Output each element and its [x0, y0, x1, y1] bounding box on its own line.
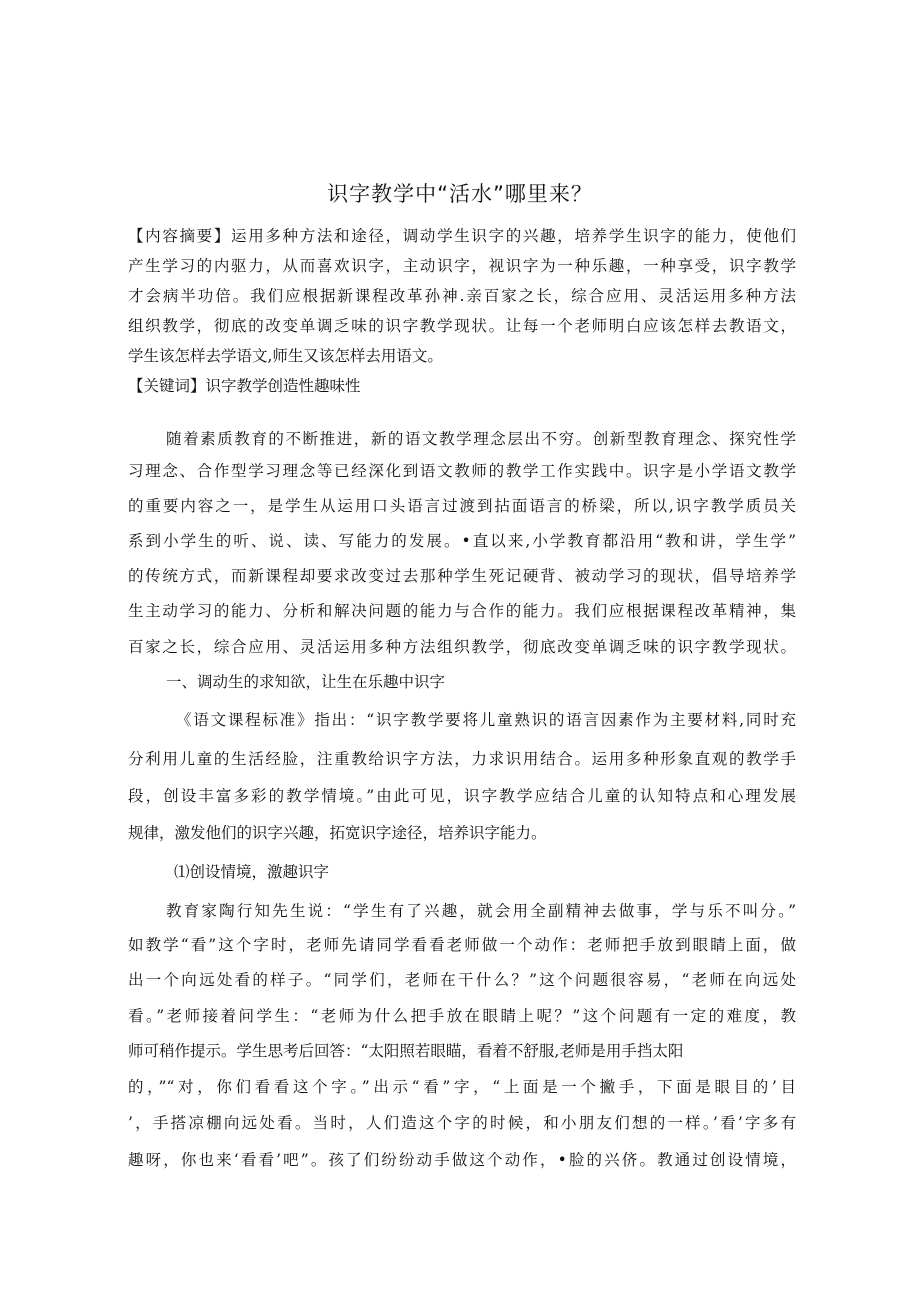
body-line: ’，手搭凉棚向远处看。当时，人们造这个字的时候，和小朋友们想的一样。’看’字多有 — [128, 1114, 796, 1132]
body-line: 随着素质教育的不断推进，新的语文教学理念层出不穷。创新型教育理念、探究性学 — [166, 430, 796, 448]
body-line: 系到小学生的听、说、读、写能力的发展。•直以来,小学教育都沿用“教和讲，学生学” — [128, 532, 796, 550]
subsection-heading: ⑴创设情境，激趣识字 — [174, 863, 330, 881]
abstract-line: 产生学习的内驱力，从而喜欢识字，主动识字，视识字为一种乐趣，一种享受，识字教学 — [128, 257, 796, 275]
document-title: 识字教学中“活水”哪里来？ — [327, 182, 593, 206]
body-line: 教育家陶行知先生说：“学生有了兴趣，就会用全副精神去做事，学与乐不叫分。” — [166, 902, 796, 920]
body-line: 出一个向远处看的样子。“同学们，老师在干什么？”这个问题很容易，“老师在向远处 — [128, 971, 796, 989]
body-line: 趣呀，你也来‘看看’吧”。孩了们纷纷动手做这个动作，•脸的兴侪。教通过创设情境， — [128, 1151, 796, 1169]
body-line: 生主动学习的能力、分析和解决问题的能力与合作的能力。我们应根据课程改革精神，集 — [128, 602, 796, 620]
body-line: 的，”“对，你们看看这个字。”出示“看”字，“上面是一个撇手，下面是眼目的’目 — [128, 1078, 796, 1096]
body-line: 习理念、合作型学习理念等已经深化到语文教师的教学工作实践中。识字是小学语文教学 — [128, 462, 796, 480]
body-line: 规律，激发他们的识字兴趣，拓宽识字途径，培养识字能力。 — [128, 824, 547, 842]
body-line: 师可稍作提示。学生思考后回答：“太阳照若眼瞄，看着不舒服,老师是用手挡太阳 — [128, 1042, 684, 1060]
body-line: 的重要内容之一，是学生从运用口头语言过渡到拈面语言的桥梁，所以,识字教学质员关 — [128, 497, 796, 515]
body-line: 看。”老师接着问学生：“老师为什么把手放在眼睛上呢？”这个问题有一定的难度，教 — [128, 1007, 796, 1025]
abstract-line: 【内容摘要】运用多种方法和途径，调动学生识字的兴趣，培养学生识字的能力，使他们 — [128, 227, 796, 245]
abstract-line: 学生该怎样去学语文,师生又该怎样去用语文。 — [128, 347, 443, 365]
body-line: 如教学“看”这个字时，老师先请同学看看老师做一个动作：老师把手放到眼睛上面，做 — [128, 936, 796, 954]
abstract-line: 组织教学，彻底的改变单调乏味的识字教学现状。让每一个老师明白应该怎样去教语文， — [128, 317, 796, 335]
keywords-line: 【关键词】识字教学创造性趣味性 — [128, 377, 361, 395]
section-heading: 一、调动生的求知欲，让生在乐趣中识字 — [166, 673, 446, 691]
body-line: 百家之长，综合应用、灵活运用多种方法组织教学，彻底改变单调乏味的识字教学现状。 — [128, 638, 796, 656]
body-line: 段，创设丰富多彩的教学情境。”由此可见，识字教学应结合儿童的认知特点和心理发展 — [128, 787, 796, 805]
abstract-line: 才会病半功倍。我们应根据新课程改革孙神.亲百家之长，综合应用、灵活运用多种方法 — [128, 287, 796, 305]
body-line: 《语文课程标准》指出：“识字教学要将儿童熟识的语言因素作为主要材料,同时充 — [176, 711, 796, 729]
body-line: 分利用儿童的生活经脸，注重教给识字方法，力求识用结合。运用多种形象直观的教学手 — [128, 750, 796, 768]
body-line: 的传统方式，而新课程却要求改变过去那种学生死记硬背、被动学习的现状，倡导培养学 — [128, 567, 796, 585]
